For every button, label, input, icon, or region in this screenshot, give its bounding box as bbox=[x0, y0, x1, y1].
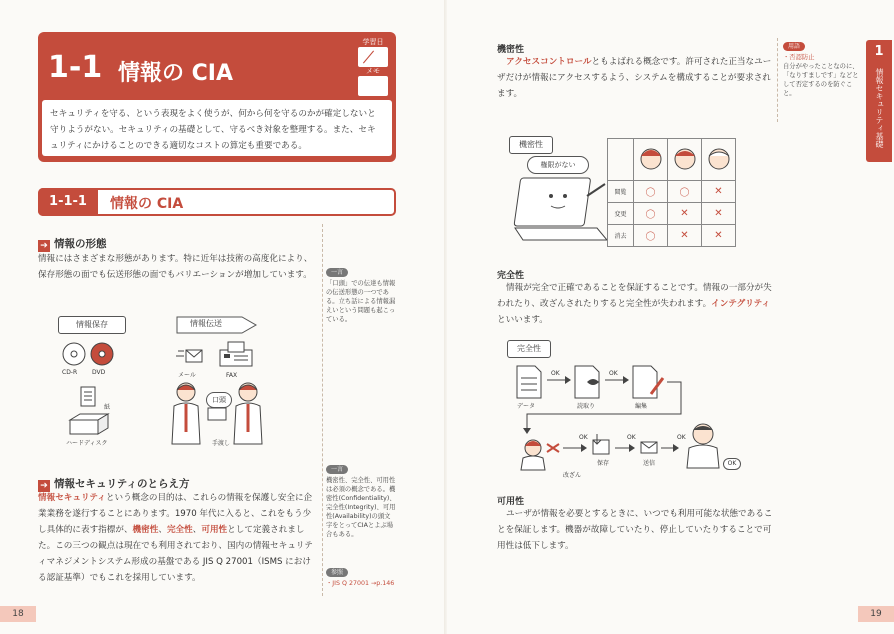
save-caption: 保存 bbox=[597, 460, 610, 467]
cdr-caption: CD-R bbox=[62, 369, 78, 376]
ok-label: OK bbox=[579, 434, 588, 441]
glossary-tag: 用語 bbox=[783, 42, 805, 51]
cd-icon bbox=[62, 342, 86, 366]
note-tag: 一言 bbox=[326, 465, 348, 474]
subheading-security-view: ➔ 情報セキュリティのとらえ方 bbox=[38, 476, 189, 492]
side-note-cia: 一言 機密性、完全性、可用性は必須の概念である。機密性(Confidentiality)、完全性(Integrity)、可用性(Availability)の頭文字をとってCIAとよぶ場合もある。 bbox=[326, 466, 396, 538]
ok-label: OK bbox=[677, 434, 686, 441]
section-bar bbox=[38, 188, 396, 216]
storage-label: 情報保存 bbox=[58, 316, 126, 334]
lesson-lead: セキュリティを守る、という表現をよく使うが、何から何を守るのかが確定しないと守りようがない。セキュリティの基礎として、守るべき対象を整理する。また、セキュリティにかけることのできる適切なコストの算定も重要である。 bbox=[42, 100, 392, 156]
ok-label: OK bbox=[627, 434, 636, 441]
data-caption: データ bbox=[517, 403, 536, 410]
page-number-right: 19 bbox=[858, 606, 894, 622]
oral-bubble: 口頭 bbox=[206, 392, 232, 408]
fig-integrity-label: 完全性 bbox=[507, 340, 551, 358]
integrity-flow-diagram bbox=[503, 360, 703, 472]
transfer-label: 情報伝送 bbox=[190, 319, 222, 328]
paragraph-forms: 情報にはさまざまな形態があります。特に近年は技術の高度化により、保存形態の面でも伝送形態の面でもバリエーションが増加しています。 bbox=[38, 254, 313, 280]
read-caption: 読取り bbox=[577, 403, 596, 410]
heading-confidentiality: 機密性 bbox=[497, 45, 525, 55]
lesson-title: 情報の CIA bbox=[118, 61, 234, 86]
send-caption: 送信 bbox=[643, 460, 656, 467]
memo-field bbox=[358, 76, 388, 96]
ok-label: OK bbox=[609, 370, 618, 377]
chapter-title: 情報セキュリティ基礎 bbox=[875, 68, 884, 148]
lesson-number: 1-1 bbox=[48, 50, 103, 85]
paragraph-integrity: 情報が完全で正確であることを保証することです。情報の一部分が失われたり、改ざんされたりすると完全性が失われます。インテグリティといいます。 bbox=[497, 283, 772, 325]
fax-icon bbox=[218, 340, 254, 370]
study-box bbox=[356, 38, 390, 100]
heading-availability: 可用性 bbox=[497, 497, 525, 507]
fig-confidentiality-label: 機密性 bbox=[509, 136, 553, 154]
side-note-reference: 参照 ・JIS Q 27001 →p.146 bbox=[326, 569, 395, 587]
permission-table: 閲覧 〇 〇 ✕ 変更 〇 ✕ ✕ 消去 〇 ✕ ✕ bbox=[607, 138, 736, 247]
hdd-caption: ハードディスク bbox=[66, 440, 108, 447]
reference-tag: 参照 bbox=[326, 568, 348, 577]
memo-label: メモ bbox=[366, 67, 380, 75]
paper-caption: 紙 bbox=[104, 404, 111, 411]
chapter-number: 1 bbox=[874, 44, 884, 59]
right-page bbox=[447, 0, 894, 634]
tamper-caption: 改ざん bbox=[563, 472, 582, 479]
note-tag: 一言 bbox=[326, 268, 348, 277]
section-number: 1-1-1 bbox=[38, 188, 98, 216]
section-title: 情報の CIA bbox=[110, 196, 184, 212]
study-date-label: 学習日 bbox=[362, 38, 384, 46]
edit-caption: 編集 bbox=[635, 403, 648, 410]
paragraph-availability: ユーザが情報を必要とするときに、いつでも利用可能な状態であることを保証します。機器が故障していたり、停止していたりすることで可用性は低下します。 bbox=[497, 509, 773, 551]
dvd-caption: DVD bbox=[92, 369, 106, 376]
no-permission-bubble: 権限がない bbox=[527, 156, 589, 174]
laptop-icon bbox=[513, 176, 609, 246]
chapter-tab bbox=[866, 40, 892, 162]
ok-bubble: OK bbox=[723, 458, 741, 470]
paragraph-confidentiality: アクセスコントロールともよばれる概念です。許可された正当なユーザだけが情報にアクセスするよう、システムを構成することが要求されます。 bbox=[497, 57, 772, 99]
arrow-right-icon: ➔ bbox=[38, 240, 50, 252]
page-number-left: 18 bbox=[0, 606, 36, 622]
arrow-right-icon: ➔ bbox=[38, 480, 50, 492]
people-handover-illustration bbox=[168, 380, 268, 446]
study-date-field bbox=[358, 47, 388, 67]
ok-label: OK bbox=[551, 370, 560, 377]
dvd-icon bbox=[90, 342, 114, 366]
hdd-icon bbox=[66, 412, 110, 438]
paragraph-security-view: 情報セキュリティという概念の目的は、これらの情報を保護し安全に企業業務を遂行することにあります。1970 年代に入ると、これをもう少し具体的に表す指標が、機密性、完全性、可用性として定義されました。この三つの観点は現在でも利用されており、国内の情報セキュリティマネジメントシステム形成の基盤である JIS Q 27001（ISMS における認証基準）でもこれを採用しています。 bbox=[38, 493, 313, 583]
heading-integrity: 完全性 bbox=[497, 271, 525, 281]
paper-icon bbox=[80, 386, 98, 408]
lesson-header bbox=[38, 32, 396, 162]
mail-icon bbox=[176, 348, 204, 366]
margin-divider bbox=[777, 38, 778, 122]
side-note-oral: 一言 「口頭」での伝達も情報の伝送形態の一つである。立ち話による情報漏えいという問題も起こっている。 bbox=[326, 269, 396, 323]
subheading-forms: ➔ 情報の形態 bbox=[38, 236, 107, 252]
handover-caption: 手渡し bbox=[212, 440, 231, 447]
receiver-person-icon bbox=[681, 422, 721, 470]
fax-caption: FAX bbox=[226, 372, 238, 379]
margin-divider bbox=[322, 224, 323, 596]
mail-caption: メール bbox=[178, 372, 196, 379]
glossary-note: 用語 ・否認防止 自分がやったことなのに、「なりすましです」などとして否定するのを防ぐこと。 bbox=[783, 43, 859, 97]
